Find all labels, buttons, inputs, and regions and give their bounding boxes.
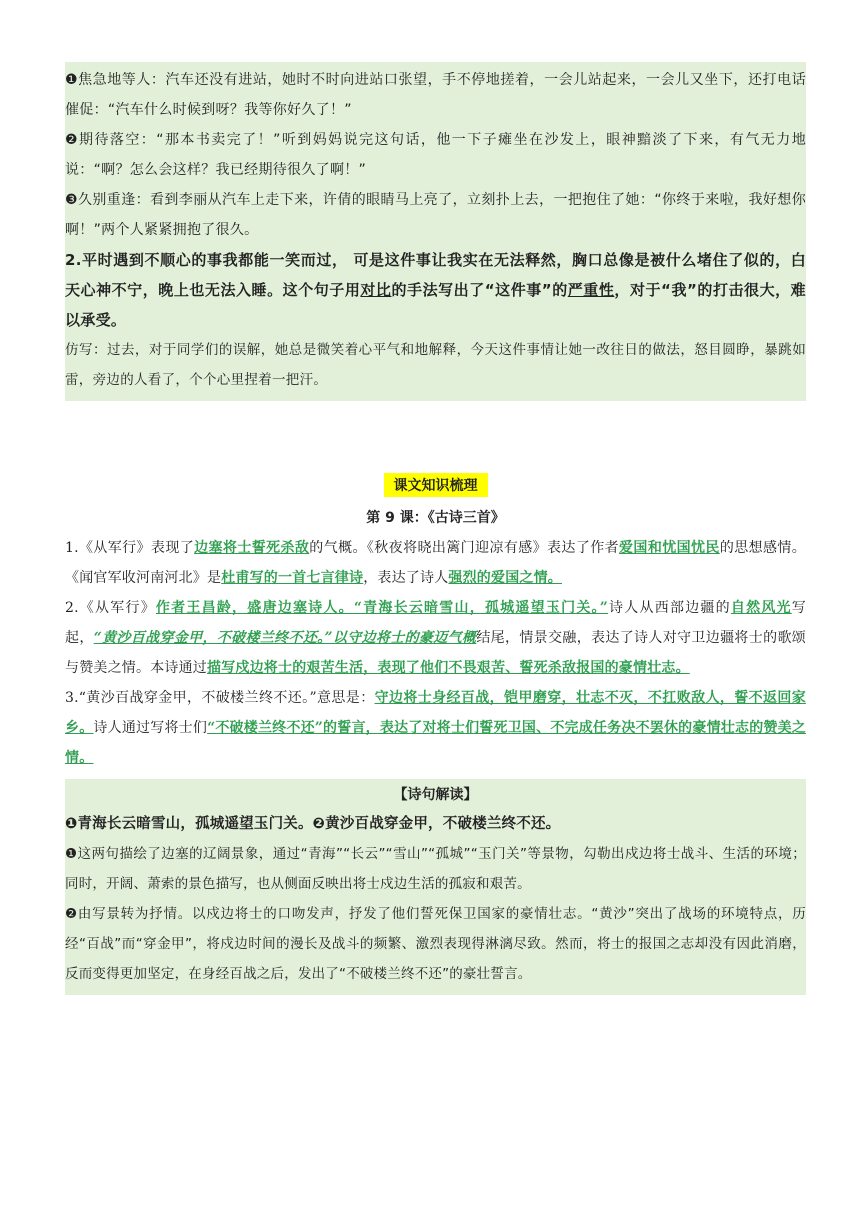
item3-key-1: 守边将士身经百战，铠甲磨穿，壮志不灭，不扛败敌人，誓不返回家乡。	[65, 690, 806, 736]
item2-key-2: 自然风光	[730, 600, 792, 616]
poem-interpretation-box	[65, 779, 806, 995]
sentence-analysis	[65, 245, 806, 335]
analysis-keyword-contrast: 对比	[360, 281, 392, 299]
analysis-text-a: 2.平时遇到不顺心的事我都能一笑而过， 可是这件事让我实在无法释然，胸口总像是被什么堵住了似的，白天心神不宁，晚上也无法入睡。这个句子用	[65, 251, 806, 299]
knowledge-item-3	[65, 683, 806, 773]
knowledge-item-2	[65, 593, 806, 683]
knowledge-item-1	[65, 533, 806, 593]
item1-key-2: 爱国和忧国忧民	[619, 540, 720, 556]
item1-key-3: 杜甫写的一首七言律诗	[221, 570, 364, 586]
item2-text-a: 2.《从军行》	[65, 600, 156, 616]
imitation-writing: 仿写：过去，对于同学们的误解，她总是微笑着心平气和地解释，今天这件事情让她一改往日的做法，怒目圆睁，暴跳如雷，旁边的人看了，个个心里捏着一把汗。	[65, 342, 806, 388]
item3-text-a: 3.“黄沙百战穿金甲，不破楼兰终不还。”意思是：	[65, 690, 375, 706]
analysis-text-b: 的手法写出了“这件事”的	[391, 281, 568, 299]
section-heading-wrap	[65, 473, 806, 497]
item3-text-b: 诗人通过写将士们	[93, 720, 208, 736]
item2-text-b: 诗人从西部边疆的	[608, 600, 731, 616]
item1-key-4: 强烈的爱国之情。	[448, 570, 563, 586]
section-heading: 课文知识梳理	[384, 473, 488, 497]
interpretation-verses: ❶青海长云暗雪山，孤城遥望玉门关。❷黄沙百战穿金甲，不破楼兰终不还。	[65, 816, 561, 832]
document-page	[65, 62, 806, 995]
example-line-2: ❷期待落空：“那本书卖完了！”听到妈妈说完这句话，他一下子瘫坐在沙发上，眼神黯淡了下来，有气无力地说：“啊？怎么会这样？我已经期待很久了啊！”	[65, 132, 806, 178]
interpretation-title: 【诗句解读】	[393, 787, 478, 803]
example-line-3: ❸久别重逢：看到李丽从汽车上走下来，许倩的眼睛马上亮了，立刻扑上去，一把抱住了她：“你终于来啦，我好想你啊！”两个人紧紧拥抱了很久。	[65, 192, 806, 238]
lesson-title: 第 9 课：《古诗三首》	[366, 510, 505, 526]
item1-text-d: ，表达了诗人	[363, 570, 449, 586]
item2-text-d: 结尾，情景交融，表达了诗人对守卫边疆将士的歌颂与赞美之情。本诗通过	[65, 630, 806, 676]
interpretation-paragraph-1: ❶这两句描绘了边塞的辽阔景象，通过“青海”“长云”“雪山”“孤城”“玉门关”等景物，勾勒出戍边将士战斗、生活的环境；同时，开阔、萧索的景色描写，也从侧面反映出将士戍边生活的孤寂和艰苦。	[65, 846, 806, 892]
example-box	[65, 62, 806, 401]
example-line-1: ❶焦急地等人：汽车还没有进站，她时不时向进站口张望，手不停地搓着，一会儿站起来，一会儿又坐下，还打电话催促：“汽车什么时候到呀？我等你好久了！”	[65, 72, 806, 118]
analysis-keyword-severity: 严重性	[567, 281, 615, 299]
item1-text-b: 的气概。《秋夜将晓出篱门迎凉有感》表达了作者	[309, 540, 620, 556]
item1-text-c: 的思想感情。《闻官军收河南河北》是	[65, 540, 806, 586]
interpretation-paragraph-2: ❷由写景转为抒情。以戍边将士的口吻发声，抒发了他们誓死保卫国家的豪情壮志。“黄沙”突出了战场的环境特点，历经“百战”而“穿金甲”，将戍边时间的漫长及战斗的频繁、激烈表现得淋漓尽致。然而，将士的报国之志却没有因此消磨，反而变得更加坚定，在身经百战之后，发出了“不破楼兰终不还”的豪壮誓言。	[65, 906, 806, 982]
item3-key-2: “不破楼兰终不还”的誓言，表达了对将士们誓死卫国、不完成任务决不罢休的豪情壮志的赞美之情。	[65, 720, 807, 766]
item1-text-a: 1.《从军行》表现了	[65, 540, 195, 556]
item2-key-3: “黄沙百战穿金甲，不破楼兰终不还。”以守边将士的豪迈气概	[93, 630, 477, 646]
analysis-text-c: ，对于“我”的打击很大，难以承受。	[65, 281, 806, 329]
item2-text-c: 写起，	[65, 600, 806, 646]
item1-key-1: 边塞将士誓死杀敌	[194, 540, 310, 556]
item2-key-4: 描写戍边将士的艰苦生活，表现了他们不畏艰苦、誓死杀敌报国的豪情壮志。	[207, 660, 690, 676]
item2-key-1: 作者王昌龄，盛唐边塞诗人。“青海长云暗雪山，孤城遥望玉门关。”	[155, 600, 609, 616]
